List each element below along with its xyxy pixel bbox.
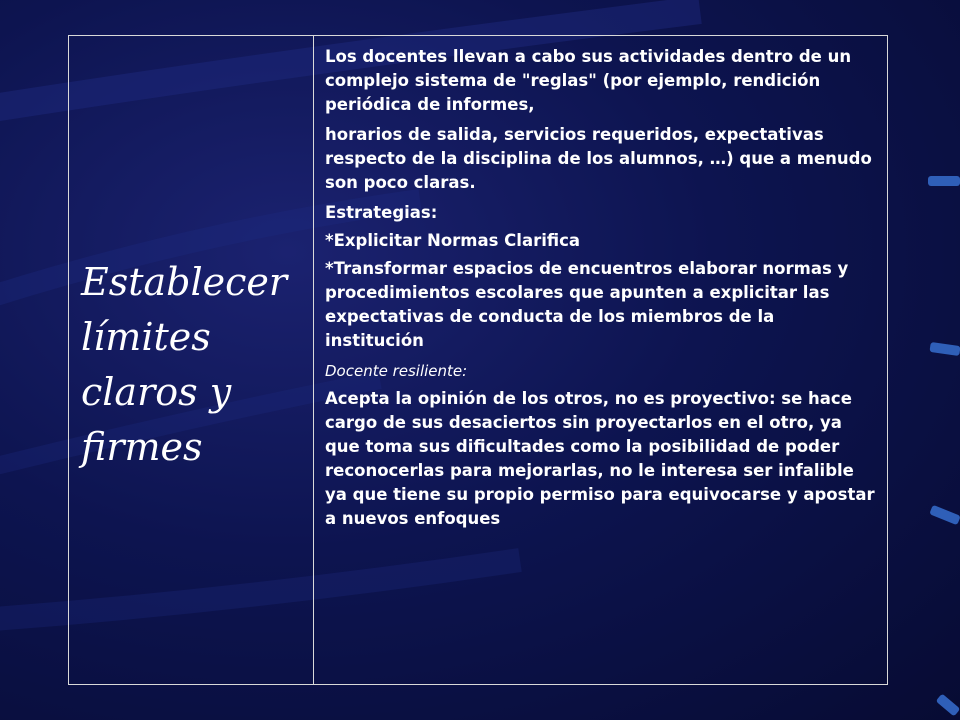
resilient-teacher-heading: Docente resiliente: bbox=[325, 362, 468, 380]
strategy-item-2: *Transformar espacios de encuentros elaborar normas y procedimientos escolares que apunten a explicitar las expectativas de conducta de los miembros de la institución bbox=[325, 259, 849, 350]
resilient-teacher-text: Acepta la opinión de los otros, no es proyectivo: se hace cargo de sus desaciertos sin proyectarlos en el otro, ya que toma sus dificultades como la posibilidad de poder reconocerlas para mejorarlas, no le interesa ser infalible ya que tiene su propio permiso para equivocarse y apostar a nuevos enfoques bbox=[325, 389, 875, 528]
body-paragraph-2: horarios de salida, servicios requeridos, expectativas respecto de la disciplina de los alumnos, …) que a menudo son poco claras. bbox=[325, 125, 872, 192]
edge-accent-1 bbox=[928, 176, 960, 186]
content-table bbox=[68, 35, 888, 685]
body-cell bbox=[314, 36, 887, 684]
title-cell bbox=[69, 36, 314, 684]
strategy-item-1: *Explicitar Normas Clarifica bbox=[325, 231, 581, 250]
body-paragraph-1: Los docentes llevan a cabo sus actividades dentro de un complejo sistema de "reglas" (por ejemplo, rendición periódica de informes, bbox=[325, 47, 852, 114]
strategies-heading: Estrategias: bbox=[325, 203, 438, 222]
slide-title: Establecer límites claros y firmes bbox=[81, 260, 288, 469]
